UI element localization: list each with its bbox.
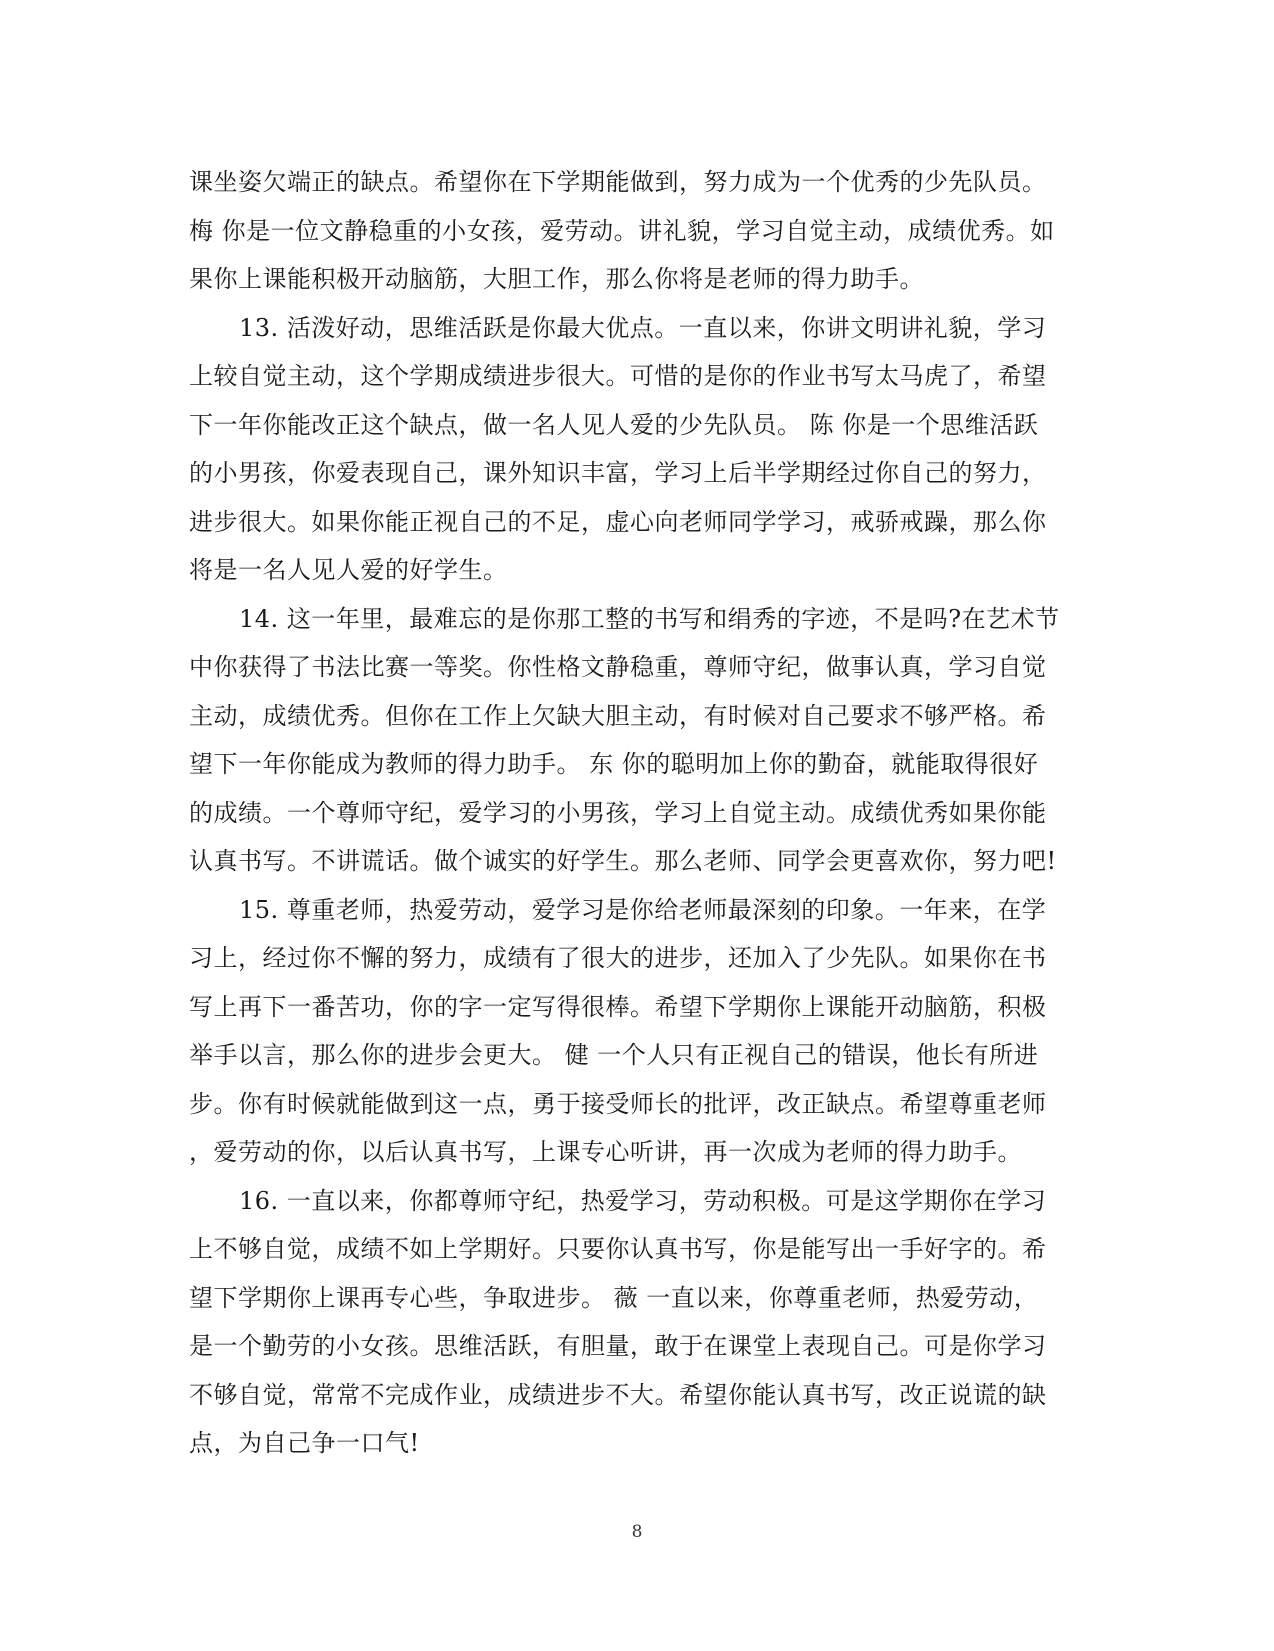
text-line: 举手以言，那么你的进步会更大。 健 一个人只有正视自己的错误，他长有所进: [189, 1041, 1039, 1069]
text-line: 的成绩。一个尊师守纪，爱学习的小男孩，学习上自觉主动。成绩优秀如果你能: [189, 798, 1047, 827]
text-line: 课坐姿欠端正的缺点。希望你在下学期能做到，努力成为一个优秀的少先队员。: [189, 168, 1047, 196]
text-line: 果你上课能积极开动脑筋，大胆工作，那么你将是老师的得力助手。: [189, 265, 924, 293]
text-line: 习上，经过你不懈的努力，成绩有了很大的进步，还加入了少先队。如果你在书: [189, 944, 1047, 972]
text-line: 上不够自觉，成绩不如上学期好。只要你认真书写，你是能写出一手好字的。希: [189, 1235, 1047, 1263]
text-line: 步。你有时候就能做到这一点，勇于接受师长的批评，改正缺点。希望尊重老师: [189, 1089, 1047, 1118]
text-line: 的小男孩，你爱表现自己，课外知识丰富，学习上后半学期经过你自己的努力，: [189, 459, 1047, 487]
text-line: 点，为自己争一口气!: [189, 1429, 420, 1457]
page-number: 8: [631, 1522, 643, 1542]
paragraph-13-start: 13. 活泼好动，思维活跃是你最大优点。一直以来，你讲文明讲礼貌，学习: [239, 313, 1047, 342]
text-line: 上较自觉主动，这个学期成绩进步很大。可惜的是你的作业书写太马虎了，希望: [189, 362, 1047, 390]
paragraph-15-start: 15. 尊重老师，热爱劳动，爱学习是你给老师最深刻的印象。一年来，在学: [239, 895, 1047, 924]
text-line: ，爱劳动的你，以后认真书写，上课专心听讲，再一次成为老师的得力助手。: [189, 1138, 1022, 1166]
text-line: 不够自觉，常常不完成作业，成绩进步不大。希望你能认真书写，改正说谎的缺: [189, 1380, 1047, 1409]
text-line: 梅 你是一位文静稳重的小女孩，爱劳动。讲礼貌，学习自觉主动，成绩优秀。如: [189, 216, 1055, 245]
text-line: 中你获得了书法比赛一等奖。你性格文静稳重，尊师守纪，做事认真，学习自觉: [189, 653, 1047, 681]
text-line: 进步很大。如果你能正视自己的不足，虚心向老师同学学习，戒骄戒躁，那么你: [189, 507, 1047, 536]
text-line: 望下学期你上课再专心些，争取进步。 薇 一直以来，你尊重老师，热爱劳动，: [189, 1283, 1039, 1312]
text-line: 主动，成绩优秀。但你在工作上欠缺大胆主动，有时候对自己要求不够严格。希: [189, 701, 1047, 730]
text-line: 是一个勤劳的小女孩。思维活跃，有胆量，敢于在课堂上表现自己。可是你学习: [189, 1332, 1047, 1360]
paragraph-14-start: 14. 这一年里，最难忘的是你那工整的书写和绢秀的字迹，不是吗?在艺术节: [239, 604, 1060, 633]
text-line: 望下一年你能成为教师的得力助手。 东 你的聪明加上你的勤奋，就能取得很好: [189, 750, 1039, 778]
page-body: [189, 158, 1079, 1468]
paragraph-16-start: 16. 一直以来，你都尊师守纪，热爱学习，劳动积极。可是这学期你在学习: [239, 1186, 1047, 1215]
text-line: 下一年你能改正这个缺点，做一名人见人爱的少先队员。 陈 你是一个思维活跃: [189, 410, 1039, 439]
text-line: 将是一名人见人爱的好学生。: [189, 556, 508, 584]
text-line: 认真书写。不讲谎话。做个诚实的好学生。那么老师、同学会更喜欢你，努力吧!: [189, 847, 1057, 875]
text-line: 写上再下一番苦功，你的字一定写得很棒。希望下学期你上课能开动脑筋，积极: [189, 992, 1047, 1021]
